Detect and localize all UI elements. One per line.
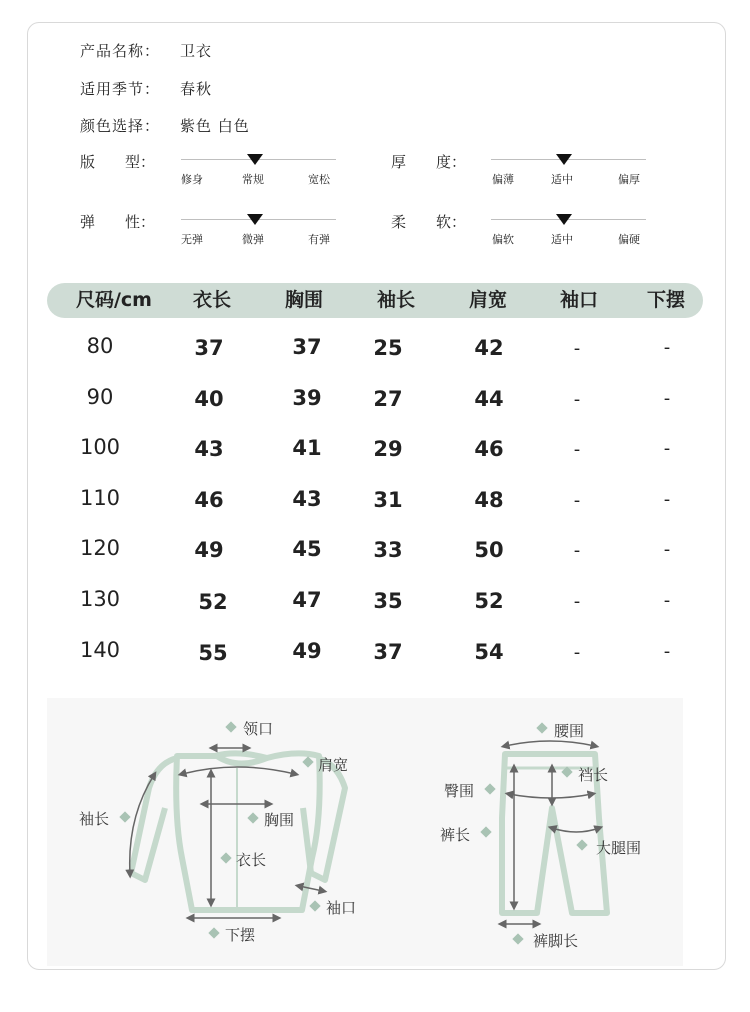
thickness-option: 偏薄 (492, 173, 514, 186)
sleeve-cell: 29 (373, 437, 403, 461)
elasticity-option: 无弹 (181, 233, 203, 246)
softness-option: 适中 (551, 233, 573, 246)
cuff-cell: - (573, 591, 581, 612)
elasticity-option: 微弹 (242, 233, 264, 246)
chest-cell: 41 (292, 436, 322, 460)
sleeve-cell: 27 (373, 387, 403, 411)
info-value: 卫衣 (180, 42, 213, 60)
attr-elasticity-label: 弹 性： (80, 213, 156, 231)
chest-cell: 37 (292, 335, 322, 359)
label-thigh: 大腿围 (596, 839, 642, 857)
hem-cell: - (663, 388, 671, 409)
selected-marker-icon (247, 154, 263, 165)
chest-cell: 43 (292, 487, 322, 511)
length-cell: 37 (194, 336, 224, 360)
label-cuff: 袖口 (326, 899, 357, 917)
fit-option: 宽松 (308, 173, 330, 186)
label-hem: 下摆 (225, 926, 256, 944)
attr-softness-label: 柔 软： (391, 213, 467, 231)
label-waist: 腰围 (554, 722, 585, 740)
thickness-option: 适中 (551, 173, 573, 186)
elasticity-scale (181, 214, 336, 244)
column-header: 衣长 (192, 289, 231, 311)
length-cell: 46 (194, 488, 224, 512)
column-header: 尺码/cm (75, 289, 152, 311)
label-rise: 裆长 (578, 766, 609, 784)
chest-cell: 39 (292, 386, 322, 410)
shoulder-cell: 50 (474, 538, 504, 562)
column-header: 袖口 (559, 289, 598, 311)
attr-thickness-label: 厚 度： (391, 153, 467, 171)
label-sleeve: 袖长 (79, 810, 110, 828)
fit-option: 修身 (181, 173, 203, 186)
sleeve-cell: 33 (373, 538, 403, 562)
cuff-cell: - (573, 540, 581, 561)
thickness-option: 偏厚 (618, 173, 640, 186)
info-label: 颜色选择： (80, 117, 161, 135)
sleeve-cell: 37 (373, 640, 403, 664)
info-color (80, 115, 250, 136)
size-cell: 100 (79, 435, 121, 459)
chest-cell: 49 (292, 639, 322, 663)
label-collar: 领口 (243, 720, 274, 738)
sleeve-cell: 25 (373, 336, 403, 360)
size-cell: 90 (86, 385, 114, 409)
cuff-cell: - (573, 642, 581, 663)
hem-cell: - (663, 438, 671, 459)
info-label: 产品名称： (80, 42, 161, 60)
size-cell: 80 (86, 334, 114, 358)
label-hip: 臀围 (444, 782, 475, 800)
sleeve-cell: 31 (373, 488, 403, 512)
shoulder-cell: 54 (474, 640, 504, 664)
cuff-cell: - (573, 338, 581, 359)
cuff-cell: - (573, 389, 581, 410)
shoulder-cell: 48 (474, 488, 504, 512)
cuff-cell: - (573, 490, 581, 511)
label-length: 衣长 (236, 851, 267, 869)
column-header: 肩宽 (468, 289, 507, 311)
column-header: 胸围 (284, 289, 323, 311)
size-cell: 140 (79, 638, 121, 662)
softness-scale (491, 214, 646, 244)
measurement-diagram (47, 698, 683, 966)
attr-fit-label: 版 型： (80, 153, 156, 171)
selected-marker-icon (556, 214, 572, 225)
length-cell: 43 (194, 437, 224, 461)
label-chest: 胸围 (264, 811, 295, 829)
length-cell: 52 (198, 590, 228, 614)
chest-cell: 47 (292, 588, 322, 612)
column-header: 下摆 (646, 289, 685, 311)
shoulder-cell: 42 (474, 336, 504, 360)
shoulder-cell: 52 (474, 589, 504, 613)
length-cell: 49 (194, 538, 224, 562)
sleeve-cell: 35 (373, 589, 403, 613)
hem-cell: - (663, 539, 671, 560)
softness-option: 偏软 (492, 233, 514, 246)
info-label: 适用季节： (80, 80, 161, 98)
elasticity-option: 有弹 (308, 233, 330, 246)
info-value: 紫色 白色 (180, 117, 250, 135)
thickness-scale (491, 154, 646, 184)
info-season (80, 78, 212, 99)
info-product-name (80, 40, 212, 61)
length-cell: 40 (194, 387, 224, 411)
hem-cell: - (663, 590, 671, 611)
fit-option: 常规 (242, 173, 264, 186)
size-cell: 120 (79, 536, 121, 560)
selected-marker-icon (247, 214, 263, 225)
size-cell: 110 (79, 486, 121, 510)
info-value: 春秋 (180, 80, 213, 98)
length-cell: 55 (198, 641, 228, 665)
shoulder-cell: 44 (474, 387, 504, 411)
cuff-cell: - (573, 439, 581, 460)
selected-marker-icon (556, 154, 572, 165)
label-leg-opening: 裤脚长 (533, 932, 579, 950)
fit-scale (181, 154, 336, 184)
label-pants-length: 裤长 (440, 826, 471, 844)
size-cell: 130 (79, 587, 121, 611)
chest-cell: 45 (292, 537, 322, 561)
hem-cell: - (663, 641, 671, 662)
hem-cell: - (663, 337, 671, 358)
size-table-header (47, 283, 703, 318)
softness-option: 偏硬 (618, 233, 640, 246)
jacket-icon (131, 753, 345, 910)
column-header: 袖长 (376, 289, 415, 311)
hem-cell: - (663, 489, 671, 510)
label-shoulder: 肩宽 (318, 756, 349, 774)
shoulder-cell: 46 (474, 437, 504, 461)
